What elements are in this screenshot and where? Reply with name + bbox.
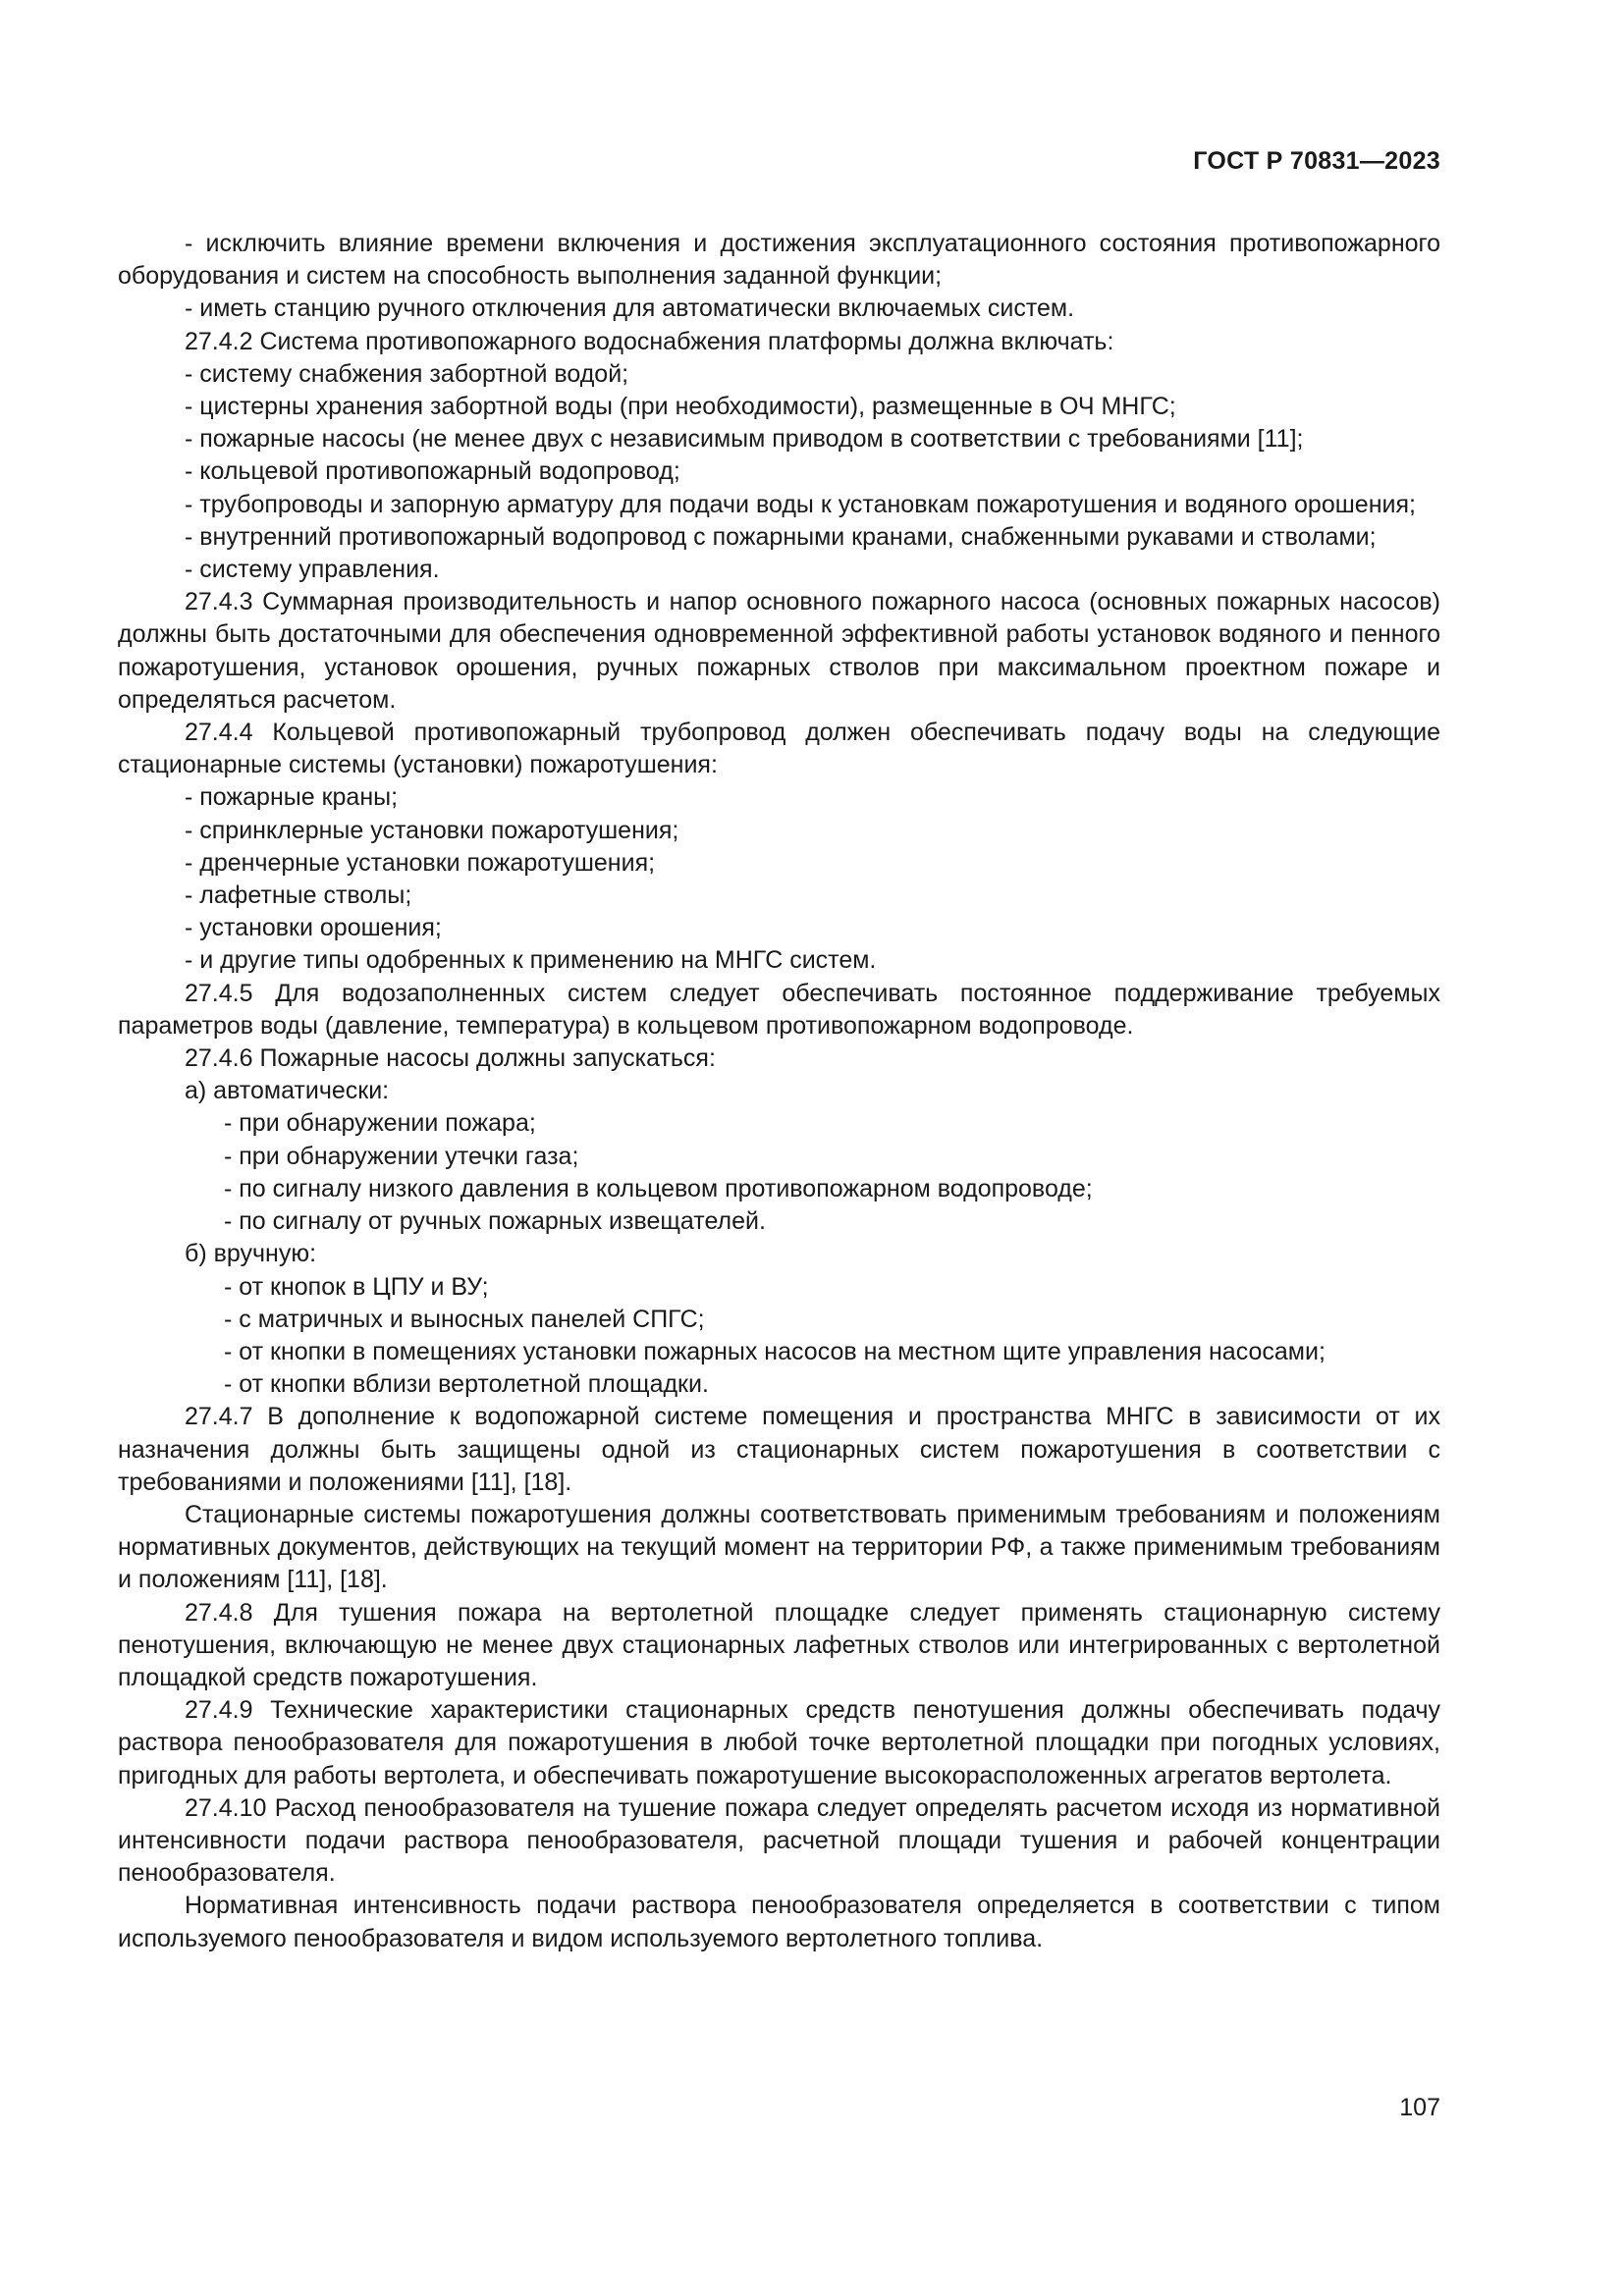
list-item: - от кнопок в ЦПУ и ВУ;	[224, 1272, 489, 1301]
paragraph: 27.4.8 Для тушения пожара на вертолетной площадке следует применять стационарную систему пенотушения, включающую не менее двух стационарных лафетных стволов или интегрированных с вертолетной площадкой средств пожаротушения.	[118, 1598, 1440, 1691]
list-item-wrapped: - исключить влияние времени включения и достижения эксплуатационного состояния противопожарного оборудования и систем на способность выполнения заданной функции;	[118, 230, 1440, 291]
list-item: - систему снабжения забортной водой;	[185, 359, 629, 388]
list-item: - пожарные краны;	[185, 783, 399, 812]
paragraph: 27.4.7 В дополнение к водопожарной системе помещения и пространства МНГС в зависимости от их назначения должны быть защищены одной из стационарных систем пожаротушения в соответствии с требованиями и положениями [11], [18].	[118, 1403, 1440, 1496]
list-item: - при обнаружении пожара;	[224, 1109, 536, 1138]
list-item: а) автоматически:	[185, 1077, 390, 1105]
document-code-header: ГОСТ Р 70831—2023	[1193, 147, 1440, 175]
page-number: 107	[1399, 2094, 1440, 2121]
list-item: - кольцевой противопожарный водопровод;	[185, 457, 680, 486]
paragraph: 27.4.2 Система противопожарного водоснабжения платформы должна включать:	[185, 327, 1114, 355]
list-item: - спринклерные установки пожаротушения;	[185, 816, 679, 844]
paragraph: 27.4.10 Расход пенообразователя на тушение пожара следует определять расчетом исходя из нормативной интенсивности подачи раствора пенообразователя, расчетной площади тушения и рабочей концентрации пенообразователя.	[118, 1793, 1440, 1888]
paragraph: Стационарные системы пожаротушения должны соответствовать применимым требованиям и положениям нормативных документов, действующих на текущий момент на территории РФ, а также применимым требованиям и положениям [11], [18].	[118, 1500, 1440, 1594]
paragraph: 27.4.6 Пожарные насосы должны запускаться:	[185, 1044, 716, 1073]
list-item-wrapped: - трубопроводы и запорную арматуру для подачи воды к установкам пожаротушения и водяного орошения;	[185, 490, 1416, 518]
paragraph: 27.4.3 Суммарная производительность и напор основного пожарного насоса (основных пожарных насосов) должны быть достаточными для обеспечения одновременной эффективной работы установок водяного и пенного пожаротушения, установок орошения, ручных пожарных стволов при максимальном проектном пожаре и определяться расчетом.	[118, 588, 1440, 714]
list-item: - и другие типы одобренных к применению на МНГС систем.	[185, 946, 877, 975]
list-item: - лафетные стволы;	[185, 881, 412, 910]
document-body	[118, 228, 1440, 1955]
list-item: - иметь станцию ручного отключения для автоматически включаемых систем.	[185, 294, 1075, 323]
list-item: - по сигналу низкого давления в кольцевом противопожарном водопроводе;	[224, 1174, 1093, 1202]
list-item: - установки орошения;	[185, 914, 442, 942]
list-item: - от кнопки в помещениях установки пожарных насосов на местном щите управления насосами;	[224, 1337, 1326, 1365]
list-item: - цистерны хранения забортной воды (при необходимости), размещенные в ОЧ МНГС;	[185, 393, 1176, 421]
list-item: - от кнопки вблизи вертолетной площадки.	[224, 1370, 709, 1399]
paragraph: 27.4.9 Технические характеристики стационарных средств пенотушения должны обеспечивать подачу раствора пенообразователя для пожаротушения в любой точке вертолетной площадки при погодных условиях, пригодных для работы вертолета, и обеспечивать пожаротушение высокорасположенных агрегатов вертолета.	[118, 1696, 1440, 1789]
list-item: - по сигналу от ручных пожарных извещателей.	[224, 1207, 766, 1236]
list-item: - пожарные насосы (не менее двух с независимым приводом в соответствии с требованиями [11];	[185, 425, 1304, 454]
paragraph: 27.4.5 Для водозаполненных систем следует обеспечивать постоянное поддерживание требуемых параметров воды (давление, температура) в кольцевом противопожарном водопроводе.	[118, 979, 1440, 1040]
list-item: б) вручную:	[185, 1240, 317, 1268]
list-item: - при обнаружении утечки газа;	[224, 1142, 579, 1170]
list-item: - систему управления.	[185, 556, 440, 584]
paragraph: 27.4.4 Кольцевой противопожарный трубопровод должен обеспечивать подачу воды на следующие стационарные системы (установки) пожаротушения:	[118, 719, 1440, 779]
list-item: - с матричных и выносных панелей СПГС;	[224, 1305, 705, 1333]
list-item-wrapped: - внутренний противопожарный водопровод с пожарными кранами, снабженными рукавами и стволами;	[185, 522, 1377, 551]
list-item: - дренчерные установки пожаротушения;	[185, 848, 656, 877]
paragraph: Нормативная интенсивность подачи раствора пенообразователя определяется в соответствии с типом используемого пенообразователя и видом используемого вертолетного топлива.	[118, 1892, 1440, 1952]
